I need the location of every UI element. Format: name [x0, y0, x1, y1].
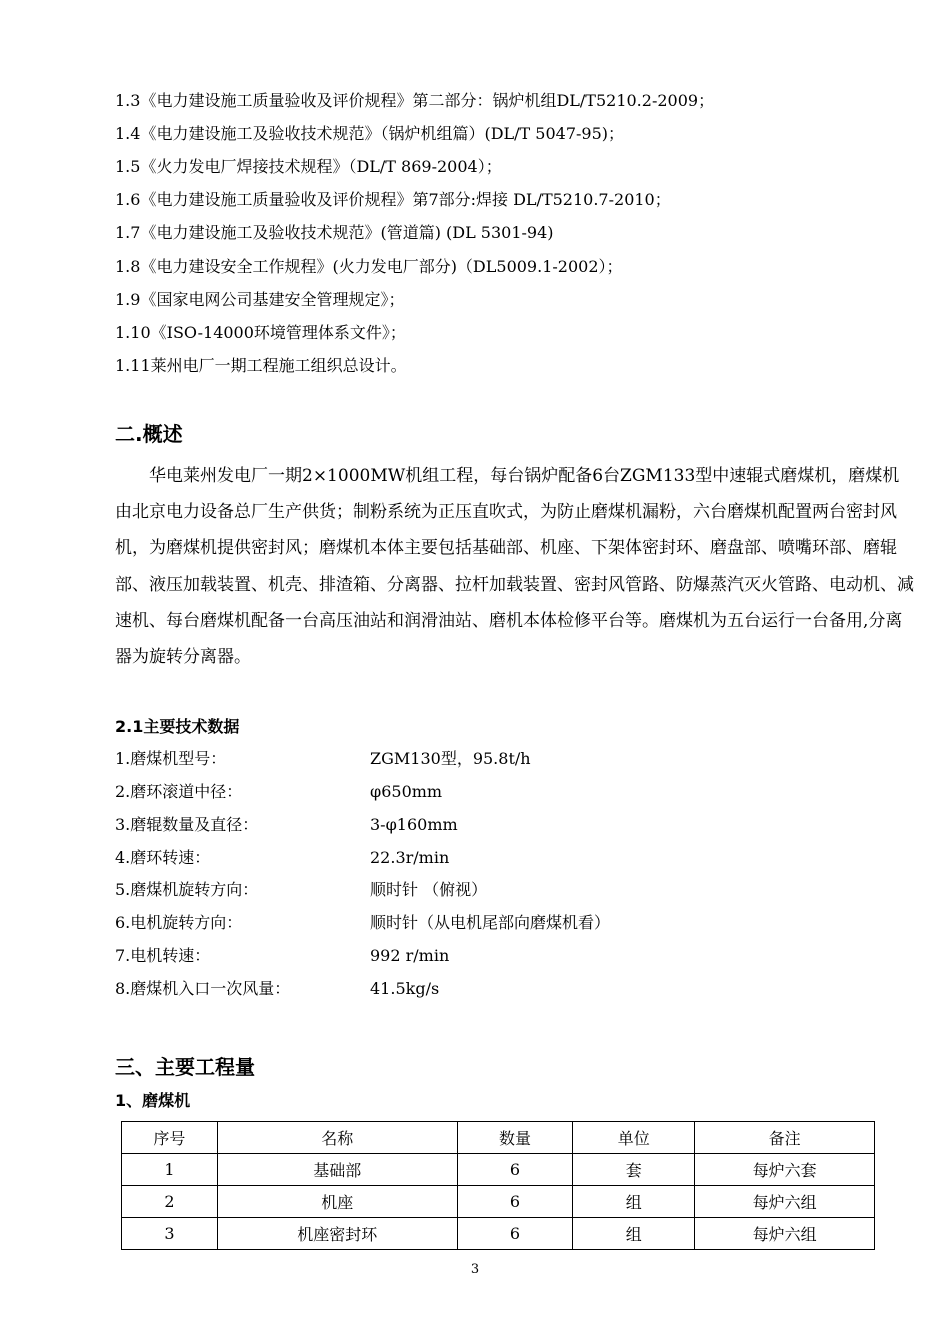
quantity-table — [121, 1121, 875, 1250]
reference-item: 1.11莱州电厂一期工程施工组织总设计。 — [115, 356, 407, 375]
table-cell: 2 — [122, 1186, 218, 1218]
spec-label: 5.磨煤机旋转方向： — [115, 880, 259, 899]
table-header-row — [122, 1122, 875, 1154]
spec-value: 22.3r/min — [370, 848, 450, 867]
table-row — [122, 1186, 875, 1218]
spec-row — [115, 946, 449, 966]
column-header: 备注 — [695, 1122, 875, 1154]
spec-label: 7.电机转速： — [115, 946, 211, 965]
section-heading-quantities: 三、主要工程量 — [115, 1055, 255, 1079]
subsection-heading-tech-data: 2.1主要技术数据 — [115, 717, 240, 736]
table-cell: 组 — [573, 1218, 695, 1250]
spec-value: φ650mm — [370, 782, 443, 801]
spec-label: 3.磨辊数量及直径： — [115, 815, 259, 834]
spec-label: 6.电机旋转方向： — [115, 913, 243, 932]
reference-item: 1.6《电力建设施工质量验收及评价规程》第7部分:焊接 DL/T5210.7-2010； — [115, 190, 671, 209]
spec-value: ZGM130型，95.8t/h — [370, 749, 531, 768]
table-cell: 每炉六组 — [695, 1218, 875, 1250]
section-heading-overview: 二.概述 — [115, 422, 183, 446]
table-cell: 基础部 — [217, 1154, 457, 1186]
spec-label: 1.磨煤机型号： — [115, 749, 227, 768]
table-row — [122, 1218, 875, 1250]
reference-item: 1.10《ISO-14000环境管理体系文件》； — [115, 323, 406, 342]
spec-label: 8.磨煤机入口一次风量： — [115, 979, 291, 998]
column-header: 数量 — [457, 1122, 573, 1154]
reference-item: 1.9《国家电网公司基建安全管理规定》； — [115, 290, 405, 309]
spec-row — [115, 880, 487, 900]
reference-item: 1.8《电力建设安全工作规程》(火力发电厂部分)（DL5009.1-2002）； — [115, 257, 623, 276]
table-cell: 组 — [573, 1186, 695, 1218]
column-header: 单位 — [573, 1122, 695, 1154]
spec-row — [115, 782, 442, 802]
reference-item: 1.4《电力建设施工及验收技术规范》（锅炉机组篇）(DL/T 5047-95)； — [115, 124, 625, 143]
spec-value: 992 r/min — [370, 946, 450, 965]
column-header: 序号 — [122, 1122, 218, 1154]
table-cell: 6 — [457, 1154, 573, 1186]
table-cell: 套 — [573, 1154, 695, 1186]
table-cell: 3 — [122, 1218, 218, 1250]
table-cell: 1 — [122, 1154, 218, 1186]
table-cell: 每炉六套 — [695, 1154, 875, 1186]
spec-row — [115, 848, 449, 868]
spec-value: 顺时针（从电机尾部向磨煤机看） — [370, 913, 611, 932]
table-cell: 6 — [457, 1186, 573, 1218]
subsection-heading-mill: 1、磨煤机 — [115, 1091, 191, 1110]
reference-item: 1.5《火力发电厂焊接技术规程》（DL/T 869-2004）； — [115, 157, 502, 176]
spec-row — [115, 979, 439, 999]
spec-label: 2.磨环滚道中径： — [115, 782, 243, 801]
spec-value: 3-φ160mm — [370, 815, 458, 834]
spec-value: 顺时针 （俯视） — [370, 880, 488, 899]
table-cell: 机座 — [217, 1186, 457, 1218]
table-cell: 6 — [457, 1218, 573, 1250]
overview-paragraph: 华电莱州发电厂一期2×1000MW机组工程，每台锅炉配备6台ZGM133型中速辊式磨煤机，磨煤机由北京电力设备总厂生产供货；制粉系统为正压直吹式，为防止磨煤机漏粉，六台磨煤机配置两台密封风机，为磨煤机提供密封风；磨煤机本体主要包括基础部、机座、下架体密封环、磨盘部、喷嘴环部、磨辊部、液压加载装置、机壳、排渣箱、分离器、拉杆加载装置、密封风管路、防爆蒸汽灭火管路、电动机、减速机、每台磨煤机配备一台高压油站和润滑油站、磨机本体检修平台等。磨煤机为五台运行一台备用,分离器为旋转分离器。 — [115, 466, 914, 668]
page-number: 3 — [470, 1262, 480, 1277]
spec-row — [115, 749, 531, 769]
spec-label: 4.磨环转速： — [115, 848, 211, 867]
spec-row — [115, 913, 610, 933]
column-header: 名称 — [217, 1122, 457, 1154]
reference-item: 1.7《电力建设施工及验收技术规范》(管道篇) (DL 5301-94) — [115, 223, 554, 242]
spec-value: 41.5kg/s — [370, 979, 440, 998]
table-cell: 机座密封环 — [217, 1218, 457, 1250]
table-cell: 每炉六组 — [695, 1186, 875, 1218]
reference-item: 1.3《电力建设施工质量验收及评价规程》第二部分：锅炉机组DL/T5210.2-2009； — [115, 91, 715, 110]
table-row — [122, 1154, 875, 1186]
spec-row — [115, 815, 458, 835]
